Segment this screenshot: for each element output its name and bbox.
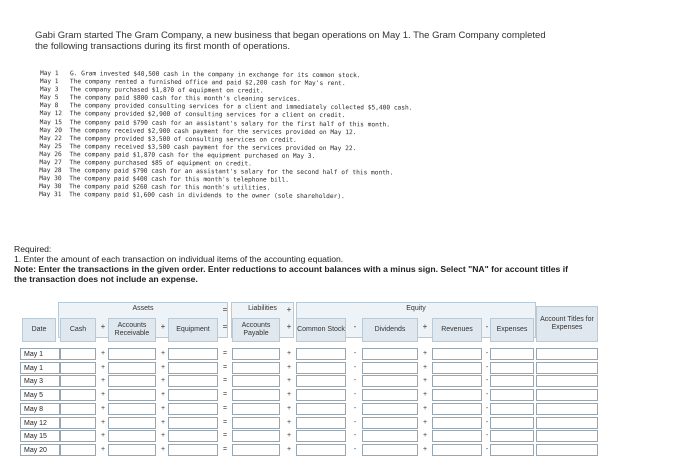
equipment-input[interactable]	[168, 348, 218, 360]
row-date: May 1	[20, 348, 60, 360]
plus-operator: +	[422, 322, 428, 331]
plus-operator: +	[286, 364, 292, 371]
dividends-input[interactable]	[362, 389, 418, 401]
common-stock-input[interactable]	[296, 348, 346, 360]
plus-operator: +	[286, 446, 292, 453]
minus-operator: -	[485, 377, 489, 384]
accounts-payable-input[interactable]	[232, 362, 280, 374]
revenues-input[interactable]	[432, 417, 482, 429]
revenues-input[interactable]	[432, 389, 482, 401]
transaction-date: May 3	[39, 86, 59, 94]
minus-operator: -	[485, 432, 489, 439]
minus-operator: -	[353, 350, 357, 357]
minus-operator: -	[485, 350, 489, 357]
equipment-input[interactable]	[168, 389, 218, 401]
equals-operator: =	[222, 419, 228, 426]
accounts-payable-input[interactable]	[232, 389, 280, 401]
account-titles-select[interactable]	[536, 348, 598, 360]
transaction-text: The company provided consulting services for a client and immediately collected $5,400 cash.	[69, 102, 413, 112]
row-date: May 1	[20, 362, 60, 374]
transaction-list	[39, 70, 560, 203]
minus-operator: -	[353, 432, 357, 439]
common-stock-input[interactable]	[296, 389, 346, 401]
equals-operator: =	[222, 364, 228, 371]
transaction-text: The company provided $2,900 of consulting services for a client on credit.	[69, 110, 346, 120]
plus-operator: +	[100, 391, 106, 398]
minus-operator: -	[485, 322, 489, 331]
account-titles-select[interactable]	[536, 417, 598, 429]
plus-operator: +	[422, 405, 428, 412]
expenses-input[interactable]	[490, 444, 534, 456]
equals-operator: =	[222, 377, 228, 384]
problem-intro: Gabi Gram started The Gram Company, a new business that began operations on May 1. The Gram Company completed the following transactions during its first month of operations.	[35, 30, 546, 52]
col-cash: Cash	[60, 318, 96, 342]
transaction-date: May 22	[39, 134, 62, 142]
transaction-date: May 8	[39, 102, 59, 110]
equals-operator: =	[222, 322, 228, 331]
accounts-payable-input[interactable]	[232, 417, 280, 429]
plus-operator: +	[100, 419, 106, 426]
account-titles-select[interactable]	[536, 444, 598, 456]
account-titles-select[interactable]	[536, 389, 598, 401]
expenses-input[interactable]	[490, 375, 534, 387]
minus-operator: -	[485, 364, 489, 371]
transaction-text: The company rented a furnished office and paid $2,200 cash for May's rent.	[69, 78, 346, 88]
plus-operator: +	[100, 446, 106, 453]
transaction-text: The company paid $260 cash for this month's utilities.	[69, 183, 271, 192]
plus-operator: +	[160, 432, 166, 439]
account-titles-select[interactable]	[536, 362, 598, 374]
col-date: Date	[22, 318, 56, 342]
plus-operator: +	[286, 377, 292, 384]
transaction-text: The company paid $400 cash for this month's telephone bill.	[69, 175, 290, 184]
plus-operator: +	[160, 446, 166, 453]
accounts-receivable-input[interactable]	[108, 444, 156, 456]
accounts-payable-input[interactable]	[232, 430, 280, 442]
plus-operator: +	[422, 391, 428, 398]
cash-input[interactable]	[60, 430, 96, 442]
row-date: May 3	[20, 375, 60, 387]
dividends-input[interactable]	[362, 375, 418, 387]
transaction-date: May 31	[39, 191, 62, 199]
cash-input[interactable]	[60, 362, 96, 374]
account-titles-select[interactable]	[536, 375, 598, 387]
plus-operator: +	[160, 419, 166, 426]
revenues-input[interactable]	[432, 444, 482, 456]
transaction-text: The company provided $3,500 of consulting services on credit.	[69, 134, 297, 144]
plus-operator: +	[422, 432, 428, 439]
transaction-text: The company paid $1,600 cash in dividends to the owner (sole shareholder).	[69, 191, 345, 201]
plus-operator: +	[422, 419, 428, 426]
minus-operator: -	[485, 446, 489, 453]
dividends-input[interactable]	[362, 348, 418, 360]
minus-operator: -	[485, 419, 489, 426]
accounts-receivable-input[interactable]	[108, 403, 156, 415]
transaction-date: May 27	[39, 159, 62, 167]
common-stock-input[interactable]	[296, 403, 346, 415]
transaction-text: The company paid $800 cash for this month's cleaning services.	[69, 94, 301, 104]
revenues-input[interactable]	[432, 348, 482, 360]
equals-operator: =	[222, 405, 228, 412]
equipment-input[interactable]	[168, 362, 218, 374]
accounts-payable-input[interactable]	[232, 444, 280, 456]
minus-operator: -	[353, 364, 357, 371]
plus-operator: +	[100, 350, 106, 357]
minus-operator: -	[485, 405, 489, 412]
dividends-input[interactable]	[362, 417, 418, 429]
col-dividends: Dividends	[362, 318, 418, 342]
plus-operator: +	[286, 391, 292, 398]
transaction-text: The company purchased $1,870 of equipment on credit.	[69, 86, 264, 95]
plus-operator: +	[100, 364, 106, 371]
transaction-date: May 28	[39, 167, 62, 175]
minus-operator: -	[485, 391, 489, 398]
dividends-input[interactable]	[362, 444, 418, 456]
plus-operator: +	[160, 364, 166, 371]
account-titles-select[interactable]	[536, 430, 598, 442]
plus-operator: +	[286, 419, 292, 426]
accounts-receivable-input[interactable]	[108, 417, 156, 429]
common-stock-input[interactable]	[296, 444, 346, 456]
minus-operator: -	[353, 377, 357, 384]
cash-input[interactable]	[60, 444, 96, 456]
required-heading: Required:	[14, 244, 52, 254]
expenses-input[interactable]	[490, 430, 534, 442]
col-accounts-payable: Accounts Payable	[232, 318, 280, 342]
plus-operator: +	[286, 322, 292, 331]
expenses-input[interactable]	[490, 389, 534, 401]
plus-operator: +	[100, 377, 106, 384]
transaction-date: May 15	[39, 118, 63, 126]
col-common-stock: Common Stock	[296, 318, 346, 342]
minus-operator: -	[353, 322, 357, 331]
transaction-text: The company received $2,900 cash payment for the services provided on May 12.	[69, 126, 357, 136]
transaction-text: The company received $3,500 cash payment for the services provided on May 22.	[69, 143, 357, 153]
accounts-receivable-input[interactable]	[108, 362, 156, 374]
account-titles-select[interactable]	[536, 403, 598, 415]
required-note: Note: Enter the transactions in the given order. Enter reductions to account balances with a minus sign. Select "NA" for account titles if the transaction does not include an expense.	[14, 264, 568, 284]
cash-input[interactable]	[60, 403, 96, 415]
plus-operator: +	[286, 405, 292, 412]
transaction-text: G. Gram invested $40,500 cash in the company in exchange for its common stock.	[69, 70, 361, 80]
required-section	[14, 244, 574, 284]
expenses-input[interactable]	[490, 362, 534, 374]
equals-operator: =	[222, 432, 228, 439]
plus-operator: +	[286, 432, 292, 439]
minus-operator: -	[353, 391, 357, 398]
plus-operator: +	[160, 322, 166, 331]
row-date: May 12	[20, 417, 60, 429]
transaction-date: May 30	[39, 183, 62, 191]
plus-operator: +	[422, 446, 428, 453]
required-task: 1. Enter the amount of each transaction on individual items of the accounting equation.	[14, 254, 344, 264]
minus-operator: -	[353, 446, 357, 453]
transaction-text: The company paid $790 cash for an assistant's salary for the first half of this month.	[69, 118, 391, 129]
transaction-text: The company paid $1,870 cash for the equipment purchased on May 3.	[69, 151, 316, 160]
plus-operator: +	[160, 405, 166, 412]
dividends-input[interactable]	[362, 403, 418, 415]
minus-operator: -	[353, 419, 357, 426]
revenues-input[interactable]	[432, 375, 482, 387]
plus-operator: +	[422, 377, 428, 384]
accounts-receivable-input[interactable]	[108, 375, 156, 387]
transaction-date: May 12	[39, 110, 63, 118]
transaction-date: May 1	[39, 70, 59, 78]
accounts-receivable-input[interactable]	[108, 348, 156, 360]
dividends-input[interactable]	[362, 362, 418, 374]
cash-input[interactable]	[60, 348, 96, 360]
revenues-input[interactable]	[432, 362, 482, 374]
equipment-input[interactable]	[168, 375, 218, 387]
equipment-input[interactable]	[168, 444, 218, 456]
cash-input[interactable]	[60, 375, 96, 387]
row-date: May 15	[20, 430, 60, 442]
accounts-receivable-input[interactable]	[108, 389, 156, 401]
col-expenses: Expenses	[490, 318, 534, 342]
transaction-date: May 25	[39, 142, 62, 150]
transaction-date: May 5	[39, 94, 59, 102]
equity-label: Equity	[406, 305, 426, 312]
plus-operator: +	[286, 350, 292, 357]
expenses-input[interactable]	[490, 403, 534, 415]
col-equipment: Equipment	[168, 318, 218, 342]
transaction-date: May 20	[39, 126, 62, 134]
equals-operator: =	[222, 391, 228, 398]
revenues-input[interactable]	[432, 403, 482, 415]
row-date: May 20	[20, 444, 60, 456]
transaction-date: May 26	[39, 150, 62, 159]
liabilities-label: Liabilities	[248, 305, 277, 312]
plus-operator: +	[160, 377, 166, 384]
common-stock-input[interactable]	[296, 430, 346, 442]
equipment-input[interactable]	[168, 403, 218, 415]
accounts-receivable-input[interactable]	[108, 430, 156, 442]
plus-operator: +	[160, 350, 166, 357]
common-stock-input[interactable]	[296, 417, 346, 429]
expenses-input[interactable]	[490, 417, 534, 429]
expenses-input[interactable]	[490, 348, 534, 360]
assets-label: Assets	[132, 305, 154, 312]
equipment-input[interactable]	[168, 417, 218, 429]
transaction-date: May 30	[39, 175, 62, 183]
transaction-date: May 1	[39, 78, 59, 86]
transaction-text: The company purchased $85 of equipment on credit.	[69, 159, 252, 168]
row-date: May 8	[20, 403, 60, 415]
plus-operator: +	[422, 350, 428, 357]
transaction-text: The company paid $790 cash for an assistant's salary for the second half of this month.	[69, 167, 394, 177]
row-date: May 5	[20, 389, 60, 401]
plus-operator: +	[100, 405, 106, 412]
col-account-titles: Account Titles for Expenses	[536, 306, 598, 342]
equals-operator: =	[222, 446, 228, 453]
common-stock-input[interactable]	[296, 362, 346, 374]
col-accounts-receivable: Accounts Receivable	[108, 318, 156, 342]
plus-operator: +	[286, 305, 292, 314]
plus-operator: +	[160, 391, 166, 398]
accounts-payable-input[interactable]	[232, 403, 280, 415]
cash-input[interactable]	[60, 389, 96, 401]
equals-operator: =	[222, 305, 228, 314]
plus-operator: +	[422, 364, 428, 371]
col-revenues: Revenues	[432, 318, 482, 342]
cash-input[interactable]	[60, 417, 96, 429]
plus-operator: +	[100, 432, 106, 439]
accounts-payable-input[interactable]	[232, 375, 280, 387]
equals-operator: =	[222, 350, 228, 357]
accounts-payable-input[interactable]	[232, 348, 280, 360]
revenues-input[interactable]	[432, 430, 482, 442]
equipment-input[interactable]	[168, 430, 218, 442]
minus-operator: -	[353, 405, 357, 412]
plus-operator: +	[100, 322, 106, 331]
dividends-input[interactable]	[362, 430, 418, 442]
common-stock-input[interactable]	[296, 375, 346, 387]
